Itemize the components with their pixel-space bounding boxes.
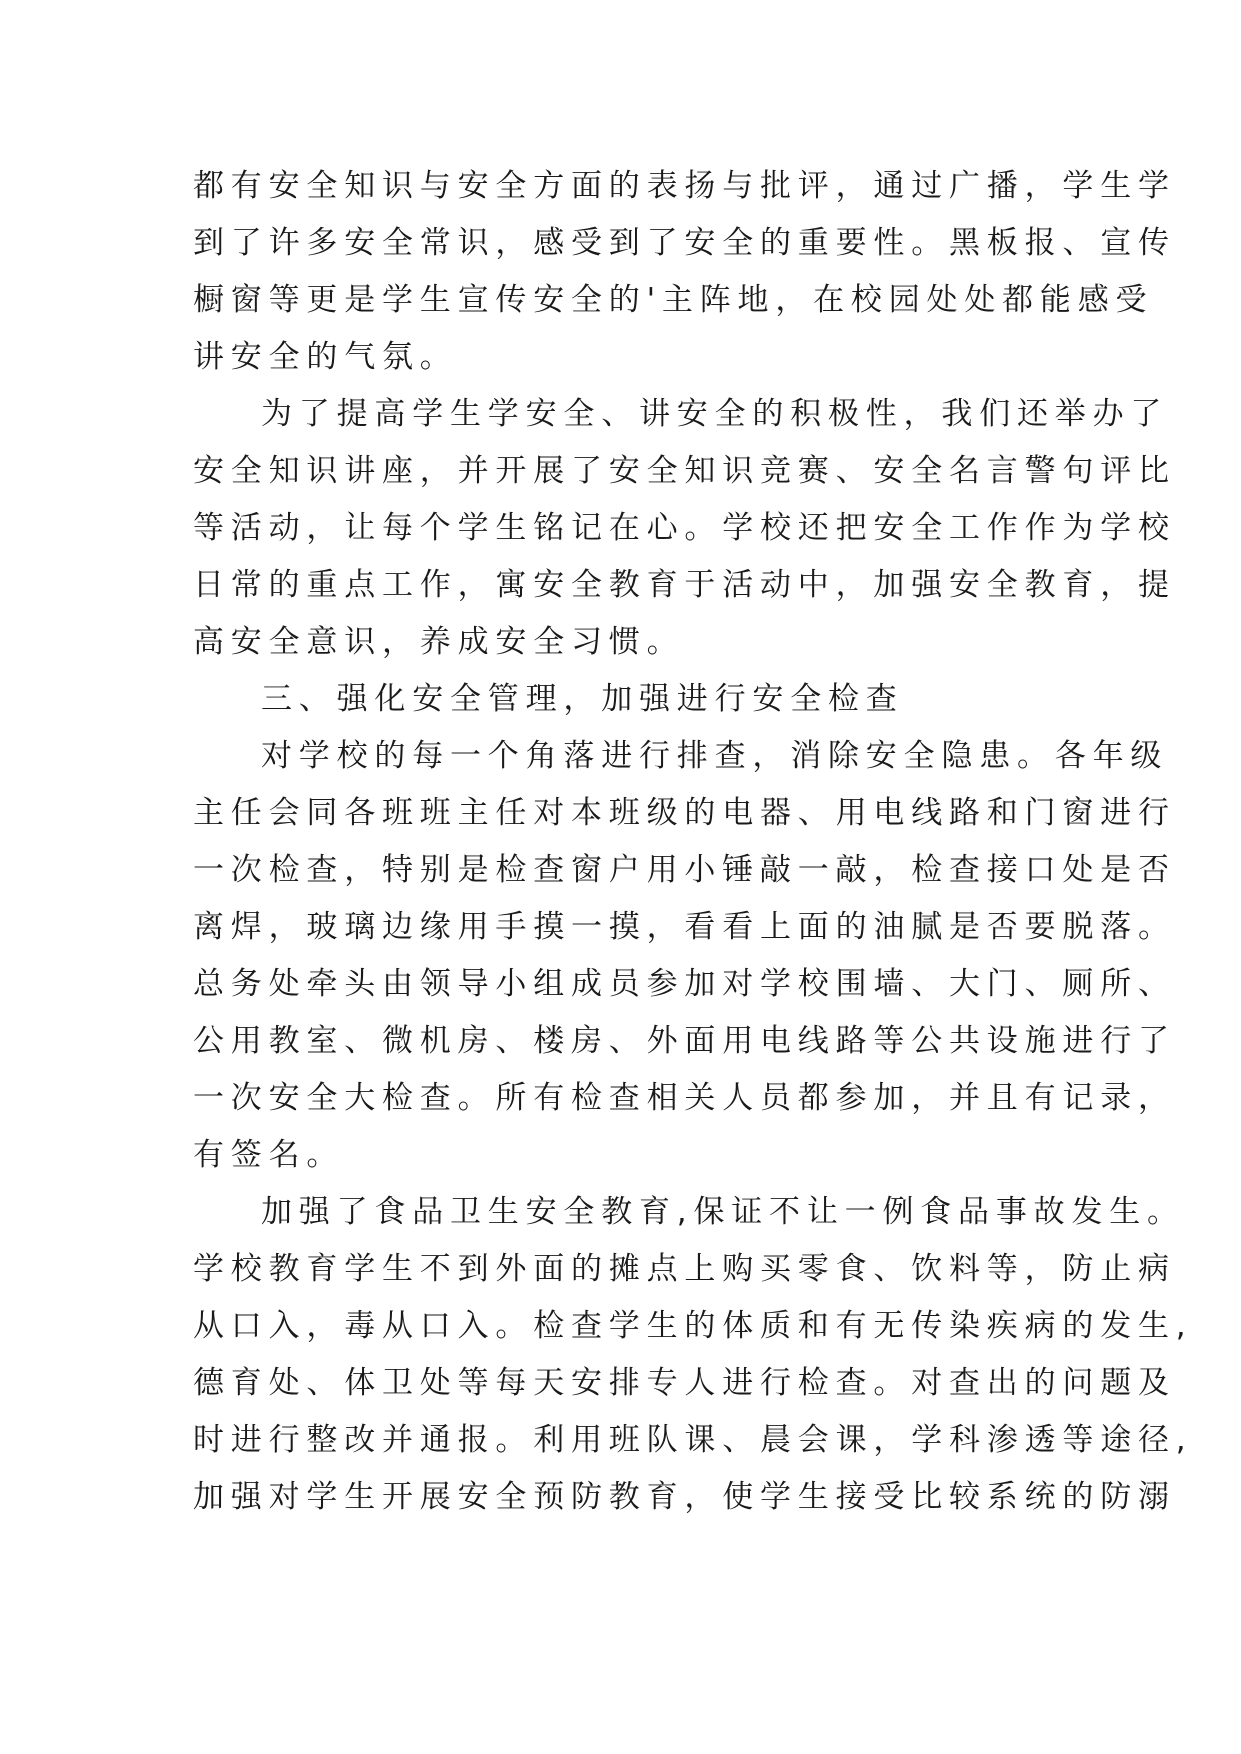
section-heading <box>193 671 1073 728</box>
text-line: 高安全意识，养成安全习惯。 <box>193 624 685 660</box>
text-line: 讲安全的气氛。 <box>193 339 458 375</box>
text-line: 时进行整改并通报。利用班队课、晨会课，学科渗透等途径, <box>193 1422 1193 1458</box>
document-body <box>193 158 1193 1526</box>
text-line: 公用教室、微机房、楼房、外面用电线路等公共设施进行了 <box>193 1023 1176 1059</box>
text-line: 学校教育学生不到外面的摊点上购买零食、饮料等，防止病 <box>193 1251 1176 1287</box>
text-line: 加强了食品卫生安全教育,保证不让一例食品事故发生。 <box>261 1194 1185 1230</box>
heading-line: 三、强化安全管理，加强进行安全检查 <box>261 681 904 717</box>
text-line: 安全知识讲座，并开展了安全知识竞赛、安全名言警句评比 <box>193 453 1176 489</box>
text-line: 有签名。 <box>193 1137 345 1173</box>
paragraph-3 <box>193 728 1176 1184</box>
text-line: 对学校的每一个角落进行排查，消除安全隐患。各年级 <box>261 738 1169 774</box>
text-line: 从口入，毒从口入。检查学生的体质和有无传染疾病的发生, <box>193 1308 1193 1344</box>
text-line: 等活动，让每个学生铭记在心。学校还把安全工作作为学校 <box>193 510 1176 546</box>
text-line: 日常的重点工作，寓安全教育于活动中，加强安全教育，提 <box>193 567 1176 603</box>
paragraph-1 <box>193 158 1176 386</box>
text-line: 加强对学生开展安全预防教育，使学生接受比较系统的防溺 <box>193 1479 1176 1515</box>
text-line: 主任会同各班班主任对本班级的电器、用电线路和门窗进行 <box>193 795 1176 831</box>
paragraph-4 <box>193 1184 1193 1526</box>
text-line: 总务处牵头由领导小组成员参加对学校围墙、大门、厕所、 <box>193 966 1176 1002</box>
text-line: 一次检查，特别是检查窗户用小锤敲一敲，检查接口处是否 <box>193 852 1176 888</box>
text-line: 离焊，玻璃边缘用手摸一摸，看看上面的油腻是否要脱落。 <box>193 909 1176 945</box>
text-line: 都有安全知识与安全方面的表扬与批评，通过广播，学生学 <box>193 168 1176 204</box>
text-line: 到了许多安全常识，感受到了安全的重要性。黑板报、宣传 <box>193 225 1176 261</box>
text-line: 橱窗等更是学生宣传安全的'主阵地，在校园处处都能感受 <box>193 282 1154 318</box>
text-line: 为了提高学生学安全、讲安全的积极性，我们还举办了 <box>261 396 1169 432</box>
paragraph-2 <box>193 386 1176 671</box>
text-line: 德育处、体卫处等每天安排专人进行检查。对查出的问题及 <box>193 1365 1176 1401</box>
text-line: 一次安全大检查。所有检查相关人员都参加，并且有记录， <box>193 1080 1176 1116</box>
